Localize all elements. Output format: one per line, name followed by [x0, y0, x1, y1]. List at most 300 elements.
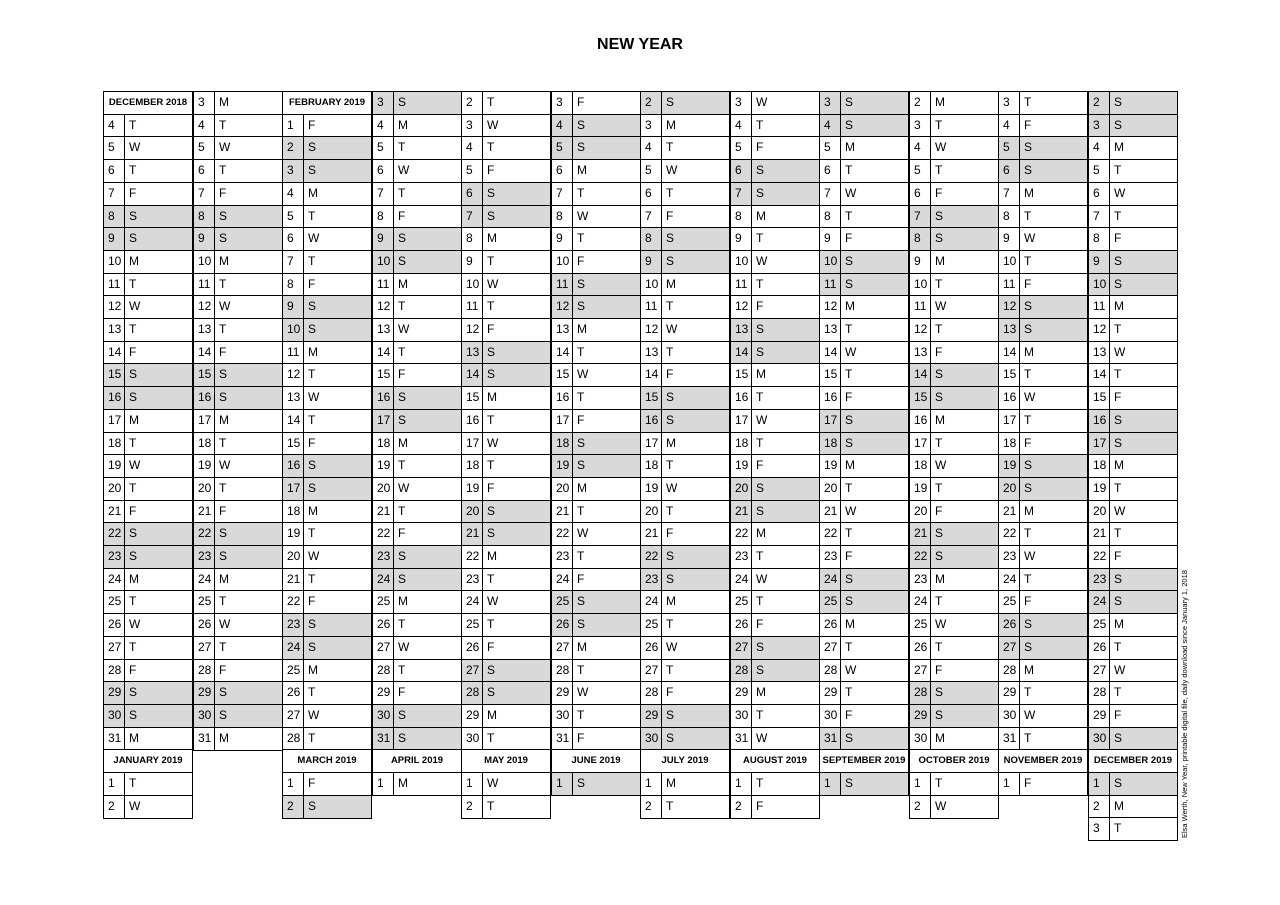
weekday-letter: T: [398, 617, 406, 631]
day-number: 25: [910, 614, 931, 636]
day-cell-january-22: [193, 522, 283, 546]
day-cell-march-30: [372, 704, 462, 728]
weekday-letter: W: [935, 299, 947, 313]
weekday-letter: W: [129, 140, 141, 154]
month-header-september-2019: SEPTEMBER 2019: [819, 749, 909, 773]
day-number: 21: [552, 501, 573, 523]
day-cell-october-21: [998, 500, 1088, 524]
day-cell-june-23: [640, 568, 730, 592]
day-number: 25: [552, 591, 573, 613]
day-number: 21: [910, 523, 931, 545]
weekday-letter: S: [398, 413, 407, 427]
month-header-november-2019: NOVEMBER 2019: [998, 749, 1088, 773]
day-number: 29: [999, 682, 1020, 704]
day-cell-september-14: [909, 363, 999, 387]
day-cell-february-10: [282, 318, 372, 342]
weekday-letter: S: [1114, 413, 1123, 427]
weekday-letter: S: [487, 367, 496, 381]
weekday-letter: S: [219, 390, 228, 404]
day-number: 4: [373, 115, 394, 137]
day-number: 21: [194, 501, 215, 523]
day-cell-september-29: [909, 704, 999, 728]
day-number: 6: [820, 160, 841, 182]
weekday-letter: S: [219, 209, 228, 223]
day-number: 28: [641, 682, 662, 704]
day-cell-april-21: [461, 522, 551, 546]
day-number: 14: [641, 364, 662, 386]
day-number: 6: [641, 183, 662, 205]
weekday-letter: T: [308, 685, 316, 699]
day-cell-november-20: [1088, 500, 1178, 524]
day-number: 17: [999, 410, 1020, 432]
day-cell-february-18: [282, 500, 372, 524]
day-cell-november-9: [1088, 250, 1178, 274]
day-cell-july-20: [730, 477, 820, 501]
weekday-letter: S: [219, 231, 228, 245]
day-number: 18: [194, 433, 215, 455]
day-cell-january-15: [193, 363, 283, 387]
day-number: 29: [731, 682, 752, 704]
day-cell-july-2: [640, 795, 730, 819]
day-cell-february-17: [282, 477, 372, 501]
weekday-letter: S: [308, 481, 317, 495]
day-cell-april-9: [461, 250, 551, 274]
day-cell-july-22: [730, 522, 820, 546]
weekday-letter: F: [219, 504, 227, 518]
day-cell-may-25: [551, 590, 641, 614]
day-number: 27: [641, 660, 662, 682]
month-header-april-2019: APRIL 2019: [372, 749, 462, 773]
day-cell-november-4: [1088, 136, 1178, 160]
weekday-letter: S: [398, 708, 407, 722]
weekday-letter: S: [398, 231, 407, 245]
day-cell-october-22: [998, 522, 1088, 546]
day-number: 28: [820, 660, 841, 682]
day-number: 10: [194, 251, 215, 273]
weekday-letter: F: [577, 254, 585, 268]
day-number: 16: [552, 387, 573, 409]
day-cell-september-8: [909, 227, 999, 251]
weekday-letter: W: [398, 322, 410, 336]
weekday-letter: T: [487, 413, 495, 427]
day-cell-april-20: [461, 500, 551, 524]
weekday-letter: S: [487, 526, 496, 540]
day-number: 23: [104, 546, 125, 568]
month-header-january-2019: JANUARY 2019: [103, 749, 193, 773]
weekday-letter: M: [398, 118, 408, 132]
day-cell-august-12: [819, 295, 909, 319]
day-number: 4: [104, 115, 125, 137]
day-cell-january-14: [193, 341, 283, 365]
day-cell-march-23: [372, 545, 462, 569]
day-cell-august-19: [819, 454, 909, 478]
day-cell-june-25: [640, 613, 730, 637]
day-cell-october-18: [998, 432, 1088, 456]
weekday-letter: M: [1114, 458, 1124, 472]
day-number: 26: [1089, 637, 1110, 659]
day-number: 23: [373, 546, 394, 568]
weekday-letter: M: [577, 481, 587, 495]
day-number: 5: [1089, 160, 1110, 182]
day-cell-may-23: [551, 545, 641, 569]
weekday-letter: W: [487, 277, 499, 291]
weekday-letter: M: [756, 367, 766, 381]
day-number: 1: [731, 773, 752, 795]
day-cell-december-16: [103, 386, 193, 410]
day-cell-september-30: [909, 727, 999, 751]
weekday-letter: T: [129, 436, 137, 450]
weekday-letter: T: [756, 277, 764, 291]
day-number: 4: [462, 137, 483, 159]
day-cell-november-16: [1088, 409, 1178, 433]
weekday-letter: S: [308, 458, 317, 472]
weekday-letter: F: [1024, 776, 1032, 790]
day-number: 11: [552, 274, 573, 296]
day-cell-june-5: [640, 159, 730, 183]
weekday-letter: F: [487, 481, 495, 495]
weekday-letter: W: [308, 549, 320, 563]
day-cell-june-24: [640, 590, 730, 614]
day-number: 19: [910, 478, 931, 500]
day-cell-october-7: [998, 182, 1088, 206]
day-cell-september-12: [909, 318, 999, 342]
day-cell-april-19: [461, 477, 551, 501]
weekday-letter: T: [1114, 685, 1122, 699]
day-number: 16: [104, 387, 125, 409]
day-number: 1: [641, 773, 662, 795]
day-cell-october-19: [998, 454, 1088, 478]
weekday-letter: F: [1114, 231, 1122, 245]
day-number: 26: [820, 614, 841, 636]
weekday-letter: M: [398, 594, 408, 608]
day-number: 29: [462, 705, 483, 727]
day-number: 15: [1089, 387, 1110, 409]
day-number: 26: [104, 614, 125, 636]
day-cell-may-26: [551, 613, 641, 637]
day-cell-november-21: [1088, 522, 1178, 546]
day-cell-october-17: [998, 409, 1088, 433]
weekday-letter: M: [1024, 345, 1034, 359]
weekday-letter: F: [308, 436, 316, 450]
weekday-letter: S: [398, 549, 407, 563]
day-number: 8: [910, 228, 931, 250]
day-number: 29: [910, 705, 931, 727]
weekday-letter: M: [1024, 663, 1034, 677]
day-cell-march-2: [282, 795, 372, 819]
day-cell-december-3: [1088, 817, 1178, 841]
day-cell-october-1: [909, 772, 999, 796]
day-cell-november-29: [1088, 704, 1178, 728]
day-cell-june-11: [640, 295, 730, 319]
day-cell-september-24: [909, 590, 999, 614]
weekday-letter: F: [1114, 549, 1122, 563]
day-number: 18: [552, 433, 573, 455]
day-cell-december-22: [103, 522, 193, 546]
day-cell-april-17: [461, 432, 551, 456]
weekday-letter: M: [845, 458, 855, 472]
day-cell-april-22: [461, 545, 551, 569]
day-number: 15: [820, 364, 841, 386]
day-number: 1: [373, 773, 394, 795]
day-cell-march-25: [372, 590, 462, 614]
weekday-letter: S: [666, 708, 675, 722]
weekday-letter: S: [129, 708, 138, 722]
day-cell-december-8: [103, 205, 193, 229]
weekday-letter: T: [1114, 526, 1122, 540]
day-cell-february-23: [282, 613, 372, 637]
day-number: 8: [731, 206, 752, 228]
day-cell-may-5: [551, 136, 641, 160]
weekday-letter: F: [845, 708, 853, 722]
day-cell-january-16: [193, 386, 283, 410]
weekday-letter: F: [308, 118, 316, 132]
weekday-letter: F: [308, 594, 316, 608]
day-number: 12: [552, 296, 573, 318]
day-cell-july-5: [730, 136, 820, 160]
day-number: 25: [104, 591, 125, 613]
day-number: 15: [283, 433, 304, 455]
weekday-letter: W: [487, 594, 499, 608]
day-number: 6: [552, 160, 573, 182]
day-number: 22: [999, 523, 1020, 545]
day-number: 9: [910, 251, 931, 273]
weekday-letter: M: [1114, 299, 1124, 313]
day-cell-november-19: [1088, 477, 1178, 501]
weekday-letter: F: [487, 163, 495, 177]
weekday-letter: S: [1114, 572, 1123, 586]
weekday-letter: F: [1024, 436, 1032, 450]
day-cell-june-3: [640, 114, 730, 138]
weekday-letter: M: [577, 640, 587, 654]
day-number: 11: [283, 342, 304, 364]
day-cell-january-7: [193, 182, 283, 206]
weekday-letter: T: [666, 186, 674, 200]
day-cell-september-5: [909, 159, 999, 183]
day-cell-april-2: [461, 91, 551, 115]
weekday-letter: F: [129, 504, 137, 518]
day-number: 23: [462, 569, 483, 591]
day-cell-may-27: [551, 636, 641, 660]
weekday-letter: S: [129, 209, 138, 223]
weekday-letter: M: [935, 95, 945, 109]
weekday-letter: T: [577, 549, 585, 563]
day-cell-april-25: [461, 613, 551, 637]
day-number: 27: [283, 705, 304, 727]
day-cell-february-19: [282, 522, 372, 546]
weekday-letter: S: [487, 685, 496, 699]
day-cell-april-12: [461, 318, 551, 342]
day-number: 26: [641, 637, 662, 659]
day-number: 15: [731, 364, 752, 386]
day-number: 29: [104, 682, 125, 704]
weekday-letter: M: [935, 572, 945, 586]
day-cell-april-18: [461, 454, 551, 478]
day-number: 6: [104, 160, 125, 182]
weekday-letter: W: [129, 617, 141, 631]
weekday-letter: F: [129, 186, 137, 200]
weekday-letter: S: [845, 277, 854, 291]
day-cell-march-12: [372, 295, 462, 319]
day-cell-january-3: [193, 91, 283, 115]
weekday-letter: W: [308, 708, 320, 722]
day-number: 25: [1089, 614, 1110, 636]
weekday-letter: S: [487, 186, 496, 200]
day-number: 23: [820, 546, 841, 568]
weekday-letter: S: [1114, 594, 1123, 608]
weekday-letter: M: [129, 731, 139, 745]
weekday-letter: T: [398, 186, 406, 200]
day-cell-march-22: [372, 522, 462, 546]
weekday-letter: S: [308, 299, 317, 313]
day-number: 2: [910, 92, 931, 114]
day-cell-june-4: [640, 136, 730, 160]
day-number: 20: [283, 546, 304, 568]
weekday-letter: F: [935, 186, 943, 200]
weekday-letter: T: [487, 140, 495, 154]
day-cell-march-11: [372, 273, 462, 297]
weekday-letter: T: [1024, 685, 1032, 699]
day-number: 12: [1089, 319, 1110, 341]
day-cell-august-10: [819, 250, 909, 274]
day-number: 12: [731, 296, 752, 318]
weekday-letter: F: [308, 776, 316, 790]
weekday-letter: T: [398, 140, 406, 154]
weekday-letter: F: [666, 685, 674, 699]
day-cell-december-1: [1088, 772, 1178, 796]
day-number: 4: [820, 115, 841, 137]
day-number: 7: [283, 251, 304, 273]
day-number: 4: [283, 183, 304, 205]
day-number: 2: [641, 92, 662, 114]
weekday-letter: T: [1024, 572, 1032, 586]
day-number: 25: [283, 660, 304, 682]
weekday-letter: S: [129, 549, 138, 563]
day-cell-november-11: [1088, 295, 1178, 319]
day-number: 28: [552, 660, 573, 682]
day-cell-april-1: [372, 772, 462, 796]
day-cell-december-12: [103, 295, 193, 319]
weekday-letter: F: [756, 458, 764, 472]
weekday-letter: S: [577, 299, 586, 313]
day-cell-august-30: [819, 704, 909, 728]
weekday-letter: M: [935, 731, 945, 745]
weekday-letter: T: [129, 776, 137, 790]
weekday-letter: W: [666, 481, 678, 495]
day-cell-september-22: [909, 545, 999, 569]
weekday-letter: T: [577, 504, 585, 518]
day-number: 30: [552, 705, 573, 727]
day-number: 6: [194, 160, 215, 182]
day-number: 22: [552, 523, 573, 545]
day-cell-june-19: [640, 477, 730, 501]
day-cell-september-28: [909, 681, 999, 705]
day-cell-march-1: [282, 772, 372, 796]
day-number: 1: [552, 773, 573, 795]
day-number: 1: [104, 773, 125, 795]
day-cell-june-26: [640, 636, 730, 660]
weekday-letter: S: [308, 322, 317, 336]
day-number: 1: [910, 773, 931, 795]
day-cell-february-20: [282, 545, 372, 569]
day-number: 20: [999, 478, 1020, 500]
weekday-letter: M: [577, 322, 587, 336]
weekday-letter: S: [308, 163, 317, 177]
day-number: 13: [552, 319, 573, 341]
day-number: 5: [552, 137, 573, 159]
day-number: 19: [373, 455, 394, 477]
month-header-december-2018: DECEMBER 2018: [103, 91, 193, 115]
day-cell-may-24: [551, 568, 641, 592]
day-cell-february-7: [282, 250, 372, 274]
weekday-letter: S: [308, 140, 317, 154]
weekday-letter: F: [398, 526, 406, 540]
weekday-letter: S: [308, 799, 317, 813]
day-cell-may-31: [551, 727, 641, 751]
weekday-letter: S: [666, 549, 675, 563]
day-number: 31: [104, 728, 125, 750]
weekday-letter: S: [935, 708, 944, 722]
day-cell-july-31: [730, 727, 820, 751]
weekday-letter: T: [935, 594, 943, 608]
weekday-letter: T: [1024, 209, 1032, 223]
weekday-letter: M: [666, 277, 676, 291]
weekday-letter: W: [487, 776, 499, 790]
day-cell-may-13: [551, 318, 641, 342]
day-cell-december-25: [103, 590, 193, 614]
weekday-letter: W: [1024, 708, 1036, 722]
weekday-letter: S: [219, 526, 228, 540]
day-cell-august-4: [819, 114, 909, 138]
weekday-letter: T: [935, 481, 943, 495]
day-cell-april-29: [461, 704, 551, 728]
day-cell-june-30: [640, 727, 730, 751]
weekday-letter: M: [1114, 617, 1124, 631]
day-cell-july-24: [730, 568, 820, 592]
day-cell-february-2: [282, 136, 372, 160]
day-number: 2: [462, 92, 483, 114]
weekday-letter: W: [398, 163, 410, 177]
day-cell-december-2: [1088, 795, 1178, 819]
day-cell-june-9: [640, 250, 730, 274]
day-number: 1: [462, 773, 483, 795]
day-cell-june-21: [640, 522, 730, 546]
day-cell-may-16: [551, 386, 641, 410]
day-cell-april-24: [461, 590, 551, 614]
weekday-letter: S: [845, 118, 854, 132]
weekday-letter: S: [129, 231, 138, 245]
day-number: 17: [1089, 433, 1110, 455]
day-number: 24: [552, 569, 573, 591]
weekday-letter: M: [666, 118, 676, 132]
day-cell-november-18: [1088, 454, 1178, 478]
day-number: 18: [731, 433, 752, 455]
day-number: 8: [1089, 228, 1110, 250]
weekday-letter: T: [398, 663, 406, 677]
day-number: 24: [104, 569, 125, 591]
weekday-letter: F: [129, 345, 137, 359]
weekday-letter: S: [577, 118, 586, 132]
day-number: 28: [373, 660, 394, 682]
day-cell-october-11: [998, 273, 1088, 297]
day-cell-october-3: [998, 91, 1088, 115]
weekday-letter: T: [1114, 821, 1122, 835]
day-cell-august-31: [819, 727, 909, 751]
day-cell-january-9: [193, 227, 283, 251]
day-cell-december-18: [103, 432, 193, 456]
day-number: 14: [552, 342, 573, 364]
day-cell-november-24: [1088, 590, 1178, 614]
weekday-letter: S: [219, 549, 228, 563]
